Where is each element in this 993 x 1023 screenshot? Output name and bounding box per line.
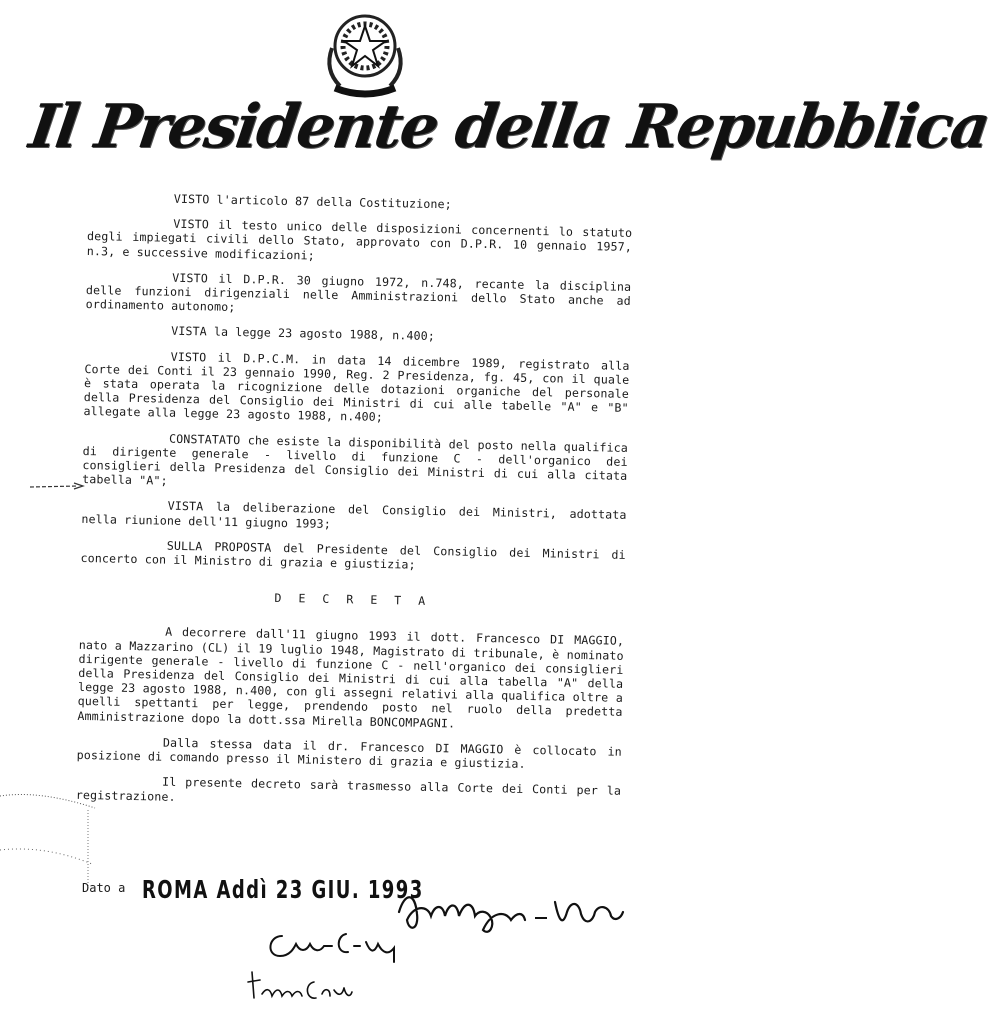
recital-4: VISTO il D.P.C.M. in data 14 dicembre 1989, registrato alla Corte dei Conti il 23 gennaio 1990, Reg. 2 Presidenza, fg. 45, con il quale è stata operata la ricognizione delle dotazioni organiche del personale della Presidenza del Consiglio dei Ministri di cui alle tabelle "A" e "B" allegate alla legge 23 agosto 1988, n.400;	[83, 349, 630, 425]
republic-emblem-icon	[310, 8, 420, 100]
margin-arrow-mark	[28, 480, 86, 492]
recital-1: VISTO il testo unico delle disposizioni concernenti lo statuto degli impiegati civili dello Stato, approvato con D.P.R. 10 gennaio 1957, n.3, e successive modificazioni;	[86, 216, 633, 263]
recital-2: VISTO il D.P.R. 30 giugno 1972, n.748, recante la disciplina delle funzioni dirigenziali nelle Amministrazioni dello Stato anche ad ordinamento autonomo;	[85, 270, 632, 315]
article-0: A decorrere dall'11 giugno 1993 il dott. Francesco DI MAGGIO, nato a Mazzarino (CL) il 19 luglio 1948, Magistrato di tribunale, è nominato dirigente generale - livello di funzione C - nell'organico dei consiglieri della Presidenza del Consiglio dei Ministri di cui alla tabella "A" della legge 23 agosto 1988, n.400, con gli assegni relativi alla qualifica oltre a quelli spettanti per legge, prendendo posto nel ruolo della predetta Amministrazione dopo la dott.ssa Mirella BONCOMPAGNI.	[77, 625, 625, 731]
scan-edge-marks	[0, 790, 96, 890]
dato-a-label: Dato a	[82, 881, 126, 895]
article-2: Il presente decreto sarà trasmesso alla Corte dei Conti per la registrazione.	[75, 774, 622, 804]
article-1: Dalla stessa data il dr. Francesco DI MAGGIO è collocato in posizione di comando presso il Ministero di grazia e giustizia.	[76, 735, 622, 771]
date-stamp: ROMA Addì 23 GIU. 1993	[142, 875, 424, 904]
recital-7: SULLA PROPOSTA del Presidente del Consiglio dei Ministri di concerto con il Ministro di grazia e giustizia;	[80, 538, 626, 572]
letterhead-title: Il Presidente della Repubblica	[25, 92, 993, 162]
decree-body	[76, 190, 633, 824]
minister-signature	[262, 922, 402, 964]
recital-3: VISTA la legge 23 agosto 1988, n.400;	[171, 324, 436, 344]
guardasigilli-signature	[244, 966, 354, 1012]
recital-0: VISTO l'articolo 87 della Costituzione;	[173, 191, 453, 212]
recital-6: VISTA la deliberazione del Consiglio dei Ministri, adottata nella riunione dell'11 giugno 1993;	[81, 499, 627, 531]
president-signature	[395, 882, 625, 942]
decreta-heading: D E C R E T A	[274, 591, 431, 609]
recital-5: CONSTATATO che esiste la disponibilità del posto nella qualifica di dirigente generale - livello di funzione C - dell'organico dei consiglieri della Presidenza del Consiglio dei Ministri di cui alla citata tabella "A";	[82, 431, 629, 488]
